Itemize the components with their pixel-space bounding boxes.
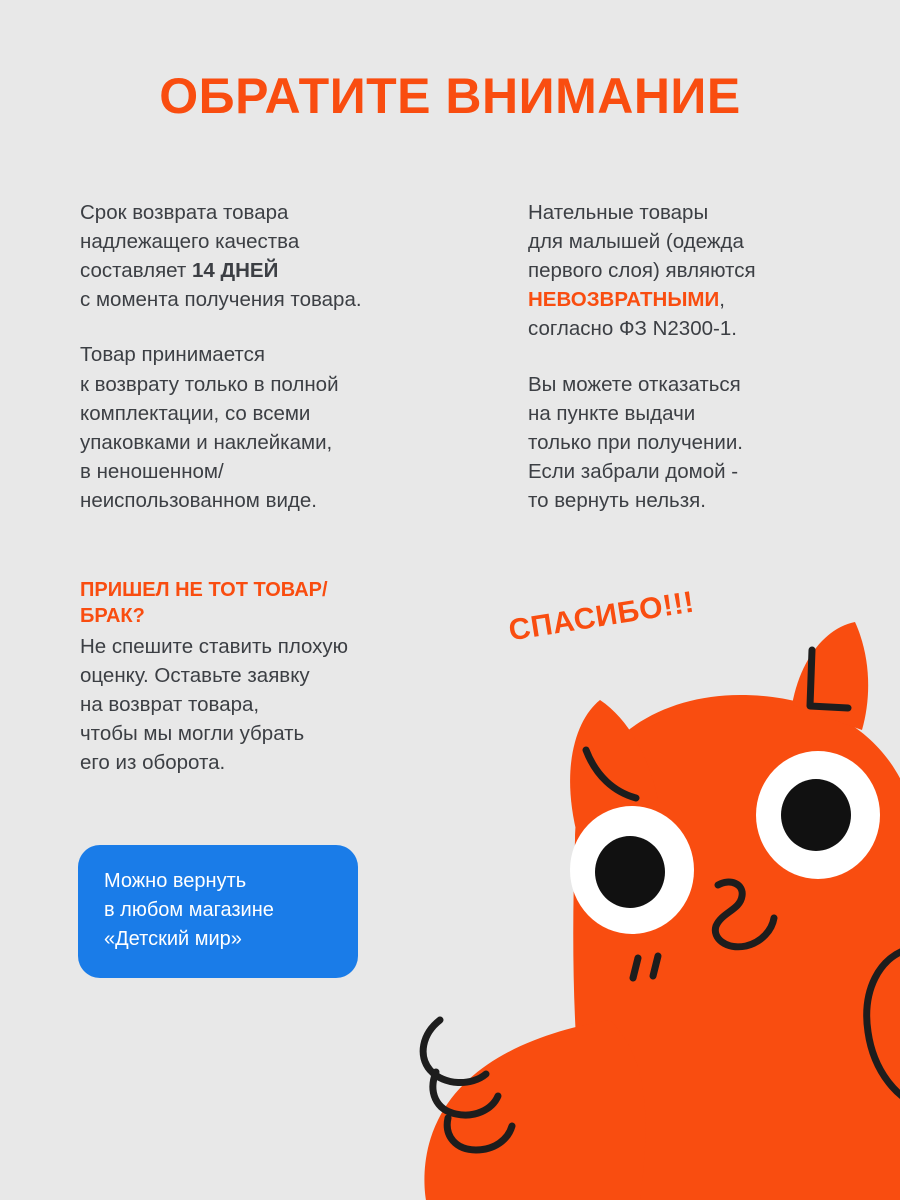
mascot-cheek-tick-1 <box>633 958 638 978</box>
defect-heading-line-2: БРАК? <box>80 605 145 628</box>
defect-line-4: чтобы мы могли убрать <box>80 722 305 746</box>
callout-line-3: «Детский мир» <box>104 928 242 950</box>
non-returnable-keyword: НЕВОЗВРАТНЫМИ <box>528 288 720 312</box>
non-returnable-line-4 <box>528 285 878 314</box>
mascot-illustration <box>400 600 900 1200</box>
defect-line-5: его из оборота. <box>80 751 226 775</box>
mascot-eye-left-pupil <box>595 836 665 908</box>
mascot-eye-right-pupil <box>781 779 851 851</box>
condition-line-2: к возврату только в полной <box>80 372 339 396</box>
mascot-cheek-tick-2 <box>653 956 658 976</box>
non-returnable-line-1: Нательные товары <box>528 201 709 224</box>
refusal-line-5: то вернуть нельзя. <box>528 488 706 512</box>
right-text-column <box>528 198 878 515</box>
condition-block <box>80 340 470 515</box>
defect-line-2: оценку. Оставьте заявку <box>80 663 310 687</box>
return-period-line-3 <box>80 256 470 285</box>
defect-line-3: на возврат товара, <box>80 693 260 717</box>
non-returnable-line-4-suffix: , <box>719 288 725 312</box>
refusal-line-4: Если забрали домой - <box>528 459 739 483</box>
condition-line-6: неиспользованном виде. <box>80 488 317 512</box>
mascot-arm-shape <box>424 1020 645 1200</box>
store-return-callout <box>78 845 358 978</box>
defect-heading-line-1: ПРИШЕЛ НЕ ТОТ ТОВАР/ <box>80 579 328 602</box>
condition-line-5: в неношенном/ <box>80 459 224 483</box>
refusal-block <box>528 370 878 516</box>
return-period-line-4: с момента получения товара. <box>80 288 362 312</box>
refusal-line-2: на пункте выдачи <box>528 401 696 425</box>
defect-line-1: Не спешите ставить плохую <box>80 634 349 658</box>
refusal-line-3: только при получении. <box>528 430 743 454</box>
return-period-line-3-prefix: составляет <box>80 259 192 283</box>
refusal-line-1: Вы можете отказаться <box>528 372 741 396</box>
condition-line-1: Товар принимается <box>80 343 265 367</box>
thanks-label: СПАСИБО!!! <box>506 585 697 648</box>
return-period-line-2: надлежащего качества <box>80 230 300 254</box>
return-period-days: 14 ДНЕЙ <box>191 259 279 283</box>
non-returnable-line-2: для малышей (одежда <box>528 230 744 254</box>
non-returnable-line-5: согласно ФЗ N2300-1. <box>528 317 737 341</box>
condition-line-4: упаковками и наклейками, <box>80 430 333 454</box>
callout-line-2: в любом магазине <box>104 899 274 921</box>
page-title: ОБРАТИТЕ ВНИМАНИЕ <box>159 68 741 124</box>
non-returnable-line-3: первого слоя) являются <box>528 259 756 283</box>
return-period-line-1: Срок возврата товара <box>80 201 289 224</box>
mascot-body-group <box>423 622 900 1200</box>
non-returnable-block <box>528 198 878 344</box>
callout-line-1: Можно вернуть <box>104 870 247 892</box>
return-period-block <box>80 198 470 314</box>
condition-line-3: комплектации, со всеми <box>80 401 311 425</box>
